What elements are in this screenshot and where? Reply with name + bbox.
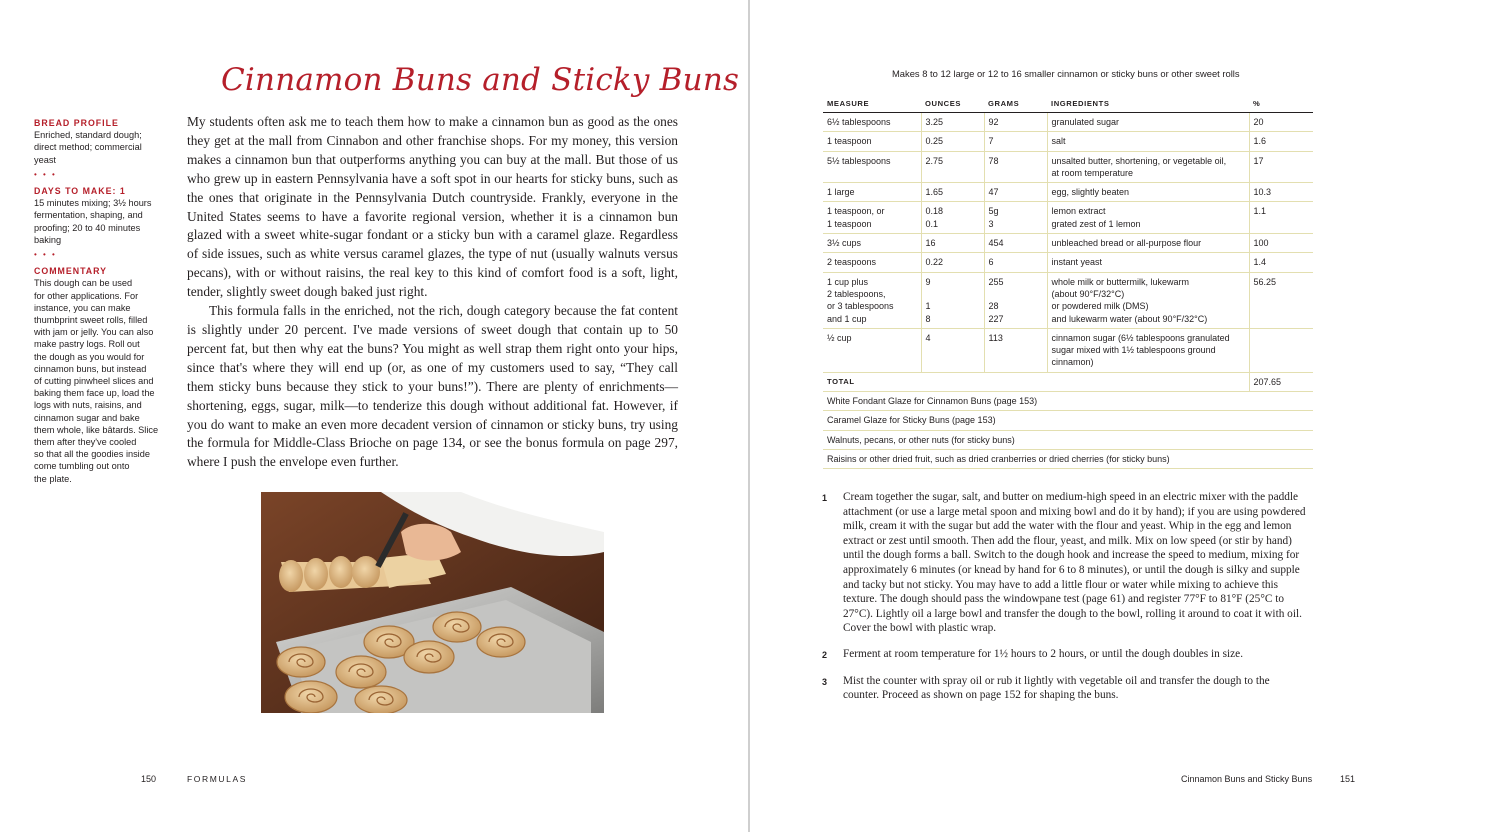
sidebar-text-profile: Enriched, standard dough; direct method; commercial yeast: [34, 130, 142, 165]
step-number: 1: [822, 493, 828, 503]
table-row: [823, 328, 1313, 372]
optional-ingredient: White Fondant Glaze for Cinnamon Buns (page 153): [823, 392, 1313, 411]
table-cell: 1.6: [1249, 132, 1313, 151]
table-cell: 17: [1249, 151, 1313, 183]
sidebar-heading-profile: BREAD PROFILE: [34, 118, 119, 128]
photo-illustration: [261, 492, 604, 713]
total-value: 207.65: [1249, 372, 1313, 391]
sidebar-heading-commentary: COMMENTARY: [34, 266, 108, 277]
table-cell: 1 large: [823, 183, 921, 202]
bread-profile-sidebar: [34, 117, 162, 485]
intro-paragraph: My students often ask me to teach them how to make a cinnamon bun as good as the ones they get at the mall from Cinnabon and other franchise shops. For my money, this version makes a cinnamon bun that outperforms anything you can buy at the mall. But those of us who grew up in eastern Pennsylvania have a soft spot in our hearts for sticky buns, such as the ones that originate in the Pennsylvania Dutch countryside. Frankly, everyone in the United States seems to have a favorite regional version, whether it is a cinnamon bun glazed with a sweet white-sugar fondant or a sticky bun with a caramel glaze. Regardless of side issues, such as white versus caramel glazes, the type of nut (usually walnuts versus pecans), with or without raisins, the real key to this kind of comfort food is a soft, light, tender, slightly sweet dough baked just right.: [187, 114, 678, 300]
table-cell: cinnamon sugar (6½ tablespoons granulated sugar mixed with 1½ tablespoons ground cinnamon): [1047, 328, 1249, 372]
table-cell: 9 1 8: [921, 272, 984, 328]
table-cell: 0.25: [921, 132, 984, 151]
table-cell: lemon extract grated zest of 1 lemon: [1047, 202, 1249, 234]
column-header: INGREDIENTS: [1047, 97, 1249, 113]
optional-ingredient-row: [823, 449, 1313, 468]
table-cell: egg, slightly beaten: [1047, 183, 1249, 202]
table-row: [823, 253, 1313, 272]
table-row: [823, 113, 1313, 132]
table-row: [823, 234, 1313, 253]
table-cell: 113: [984, 328, 1047, 372]
table-cell: unsalted butter, shortening, or vegetable oil, at room temperature: [1047, 151, 1249, 183]
table-cell: 255 28 227: [984, 272, 1047, 328]
table-cell: 78: [984, 151, 1047, 183]
total-label: TOTAL: [823, 372, 1249, 391]
sidebar-divider: • • •: [34, 169, 57, 179]
table-cell: 7: [984, 132, 1047, 151]
table-cell: 4: [921, 328, 984, 372]
table-cell: 16: [921, 234, 984, 253]
table-cell: 3½ cups: [823, 234, 921, 253]
table-cell: 10.3: [1249, 183, 1313, 202]
table-cell: 2 teaspoons: [823, 253, 921, 272]
step-number: 2: [822, 649, 828, 660]
table-cell: salt: [1047, 132, 1249, 151]
table-cell: 1 teaspoon: [823, 132, 921, 151]
table-cell: instant yeast: [1047, 253, 1249, 272]
table-row: [823, 132, 1313, 151]
column-header: OUNCES: [921, 97, 984, 113]
table-row: [823, 183, 1313, 202]
intro-text: [187, 113, 678, 472]
table-cell: whole milk or buttermilk, lukewarm (about 90°F/32°C) or powdered milk (DMS) and lukewarm water (about 90°F/32°C): [1047, 272, 1249, 328]
table-cell: 20: [1249, 113, 1313, 132]
optional-ingredient-row: [823, 411, 1313, 430]
table-cell: 5g 3: [984, 202, 1047, 234]
table-cell: 47: [984, 183, 1047, 202]
formula-table: [823, 97, 1313, 469]
table-cell: 0.18 0.1: [921, 202, 984, 234]
table-cell: [1249, 328, 1313, 372]
method-steps: [822, 490, 1306, 714]
intro-paragraph: This formula falls in the enriched, not the rich, dough category because the fat content is slightly under 20 percent. I've made versions of sweet dough that contain up to 50 percent fat, but then why eat the buns? You might as well strap them right onto your hips, since that's where they will end up (or, as one of my customers used to say, “They call them sticky buns because they stick to your buns!”). There are plenty of enrichments—shortening, eggs, sugar, milk—to tenderize this dough without additional fat. However, if you do want to make an even more decadent version of cinnamon or sticky buns, try using the formula for Middle-Class Brioche on page 134, or see the bonus formula on page 297, where I push the envelope even further.: [187, 303, 678, 470]
table-cell: 6: [984, 253, 1047, 272]
step-text: Cream together the sugar, salt, and butter on medium-high speed in an electric mixer with the paddle attachment (or use a large metal spoon and mixing bowl and do it by hand); if you are using powdered milk, cream it with the sugar but add the water with the flour and yeast. Whip in the egg and lemon extract or zest until smooth. Then add the flour, yeast, and milk. Mix on low speed (or stir by hand) until the dough forms a ball. Switch to the dough hook and increase the speed to medium, mixing for approximately 6 minutes (or knead by hand for 6 to 8 minutes), or until the dough is silky and supple and tacky but not sticky. You may have to add a little flour or water while mixing to achieve this texture. The dough should pass the windowpane test (page 61) and register 77°F to 81°F (25°C to 27°C). Lightly oil a large bowl and transfer the dough to the bowl, rolling it around to coat it with oil. Cover the bowl with plastic wrap.: [843, 491, 1306, 635]
table-cell: 1 cup plus 2 tablespoons, or 3 tablespoons and 1 cup: [823, 272, 921, 328]
sidebar-text-commentary: This dough can be used for other applications. For instance, you can make thumbprint sweet rolls, filled with jam or jelly. You can also make pastry logs. Roll out the dough as you would for cinnamon buns, but instead of cutting pinwheel slices and baking them face up, load the logs with nuts, raisins, and cinnamon sugar and bake them whole, like bâtards. Slice them after they've cooled so that all the goodies inside come tumbling out onto the plate.: [34, 278, 159, 484]
optional-ingredient: Raisins or other dried fruit, such as dried cranberries or dried cherries (for sticky buns): [823, 449, 1313, 468]
table-total-row: [823, 372, 1313, 391]
table-cell: 1.65: [921, 183, 984, 202]
page-number: 150: [141, 774, 157, 784]
table-row: [823, 151, 1313, 183]
optional-ingredient-row: [823, 392, 1313, 411]
cinnamon-buns-photo: [261, 492, 604, 713]
step-number: 3: [822, 676, 828, 687]
table-cell: 5½ tablespoons: [823, 151, 921, 183]
left-page: [0, 0, 748, 832]
table-header-row: [823, 97, 1313, 113]
optional-ingredient-row: [823, 430, 1313, 449]
column-header: MEASURE: [823, 97, 921, 113]
column-header: %: [1249, 97, 1313, 113]
table-cell: unbleached bread or all-purpose flour: [1047, 234, 1249, 253]
table-cell: 6½ tablespoons: [823, 113, 921, 132]
sidebar-divider: • • •: [34, 250, 57, 260]
table-cell: 1.4: [1249, 253, 1313, 272]
table-cell: 56.25: [1249, 272, 1313, 328]
column-header: GRAMS: [984, 97, 1047, 113]
table-cell: 92: [984, 113, 1047, 132]
step-text: Ferment at room temperature for 1½ hours to 2 hours, or until the dough doubles in size.: [843, 647, 1244, 660]
table-cell: 1 teaspoon, or 1 teaspoon: [823, 202, 921, 234]
optional-ingredient: Caramel Glaze for Sticky Buns (page 153): [823, 411, 1313, 430]
step-text: Mist the counter with spray oil or rub it lightly with vegetable oil and transfer the dough to the counter. Proceed as shown on page 152 for shaping the buns.: [843, 674, 1270, 702]
method-step: [822, 490, 1306, 636]
page-number: 151: [1340, 774, 1356, 784]
method-step: [822, 647, 1306, 663]
running-footer: FORMULAS: [187, 774, 248, 784]
table-cell: 1.1: [1249, 202, 1313, 234]
optional-ingredient: Walnuts, pecans, or other nuts (for sticky buns): [823, 430, 1313, 449]
table-cell: 2.75: [921, 151, 984, 183]
method-step: [822, 674, 1306, 703]
table-cell: granulated sugar: [1047, 113, 1249, 132]
table-cell: 454: [984, 234, 1047, 253]
table-row: [823, 202, 1313, 234]
table-cell: ½ cup: [823, 328, 921, 372]
table-row: [823, 272, 1313, 328]
sidebar-text-days: 15 minutes mixing; 3½ hours fermentation, shaping, and proofing; 20 to 40 minutes baking: [34, 198, 152, 245]
sidebar-heading-days: DAYS TO MAKE: 1: [34, 186, 126, 197]
running-footer: Cinnamon Buns and Sticky Buns: [1181, 774, 1313, 784]
recipe-title: Cinnamon Buns and Sticky Buns: [221, 62, 740, 98]
table-cell: 100: [1249, 234, 1313, 253]
yield-note: Makes 8 to 12 large or 12 to 16 smaller cinnamon or sticky buns or other sweet rolls: [892, 68, 1240, 79]
table-cell: 0.22: [921, 253, 984, 272]
table-cell: 3.25: [921, 113, 984, 132]
